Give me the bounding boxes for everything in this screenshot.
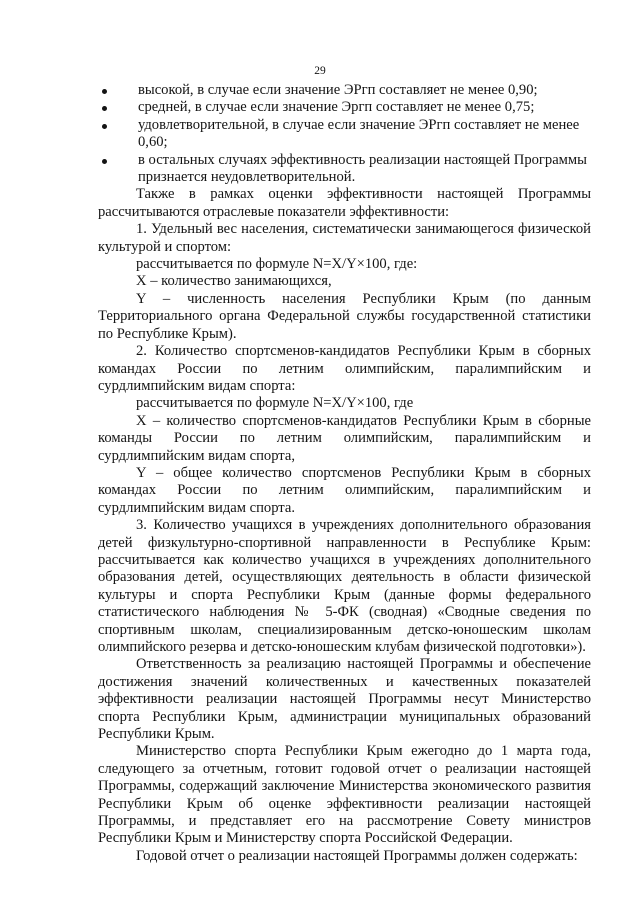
paragraph: Ответственность за реализацию настоящей Программы и обеспечение достижения значений количественных и качественных показателей эффективности реализации настоящей Программы несут Министерство спорта Республики Крым, администрации муниципальных образований Республики Крым. <box>98 656 591 743</box>
paragraph: 3. Количество учащихся в учреждениях дополнительного образования детей физкультурно-спортивной направленности в Республике Крым: рассчитывается как количество учащихся в учреждениях дополнительного образования детей, осуществляющих деятельность в области физической культуры и спорта Республики Крым (данные формы федерального статистического наблюдения № 5-ФК (сводная) «Сводные сведения по спортивным школам, специализированным детско-юношеским школам олимпийского резерва и детско-юношеским клубам физической подготовки»). <box>98 517 591 655</box>
paragraph: рассчитывается по формуле N=X/Y×100, где <box>136 395 414 412</box>
bullet-text: высокой, в случае если значение ЭРгп составляет не менее 0,90; <box>138 82 538 98</box>
bullet-icon <box>102 106 107 111</box>
paragraph: X – количество занимающихся, <box>136 273 332 290</box>
paragraph: Годовой отчет о реализации настоящей Программы должен содержать: <box>136 847 578 864</box>
paragraph: Y – численность населения Республики Крым (по данным Территориального органа Федеральной службы государственной статистики по Республике Крым). <box>98 290 591 342</box>
bullet-text: удовлетворительной, в случае если значение ЭРгп составляет не менее 0,60; <box>138 116 580 151</box>
bullet-icon <box>102 159 107 164</box>
bullet-item <box>98 99 591 116</box>
bullet-text: средней, в случае если значение Эргп составляет не менее 0,75; <box>138 99 535 116</box>
bullet-icon <box>102 124 107 129</box>
paragraph: Министерство спорта Республики Крым ежегодно до 1 марта года, следующего за отчетным, готовит годовой отчет о реализации настоящей Программы, содержащий заключение Министерства экономического развития Республики Крым об оценке эффективности реализации настоящей Программы, и представляет его на рассмотрение Совету министров Республики Крым и Министерству спорта Российской Федерации. <box>98 743 591 847</box>
paragraph: 2. Количество спортсменов-кандидатов Республики Крым в сборных командах России по летним олимпийским, паралимпийским и сурдлимпийским видам спорта: <box>98 343 591 394</box>
paragraph: X – количество спортсменов-кандидатов Республики Крым в сборные команды России по летним олимпийским, паралимпийским и сурдлимпийским видам спорта, <box>98 412 591 464</box>
bullet-text: в остальных случаях эффективность реализации настоящей Программы признается неудовлетворительной. <box>138 151 587 186</box>
paragraph: 1. Удельный вес населения, систематически занимающегося физической культурой и спортом: <box>98 221 591 255</box>
paragraph: Y – общее количество спортсменов Республики Крым в сборных командах России по летним олимпийским, паралимпийским и сурдлимпийским видам спорта. <box>98 464 591 516</box>
paragraph: рассчитывается по формуле N=X/Y×100, где: <box>136 256 418 273</box>
page-number: 29 <box>314 65 326 77</box>
bullet-item <box>98 82 591 99</box>
bullet-item <box>98 152 591 187</box>
bullet-item <box>98 117 591 152</box>
paragraph: Также в рамках оценки эффективности настоящей Программы рассчитываются отраслевые показатели эффективности: <box>98 186 591 220</box>
document-body <box>98 82 591 865</box>
bullet-icon <box>102 89 107 94</box>
